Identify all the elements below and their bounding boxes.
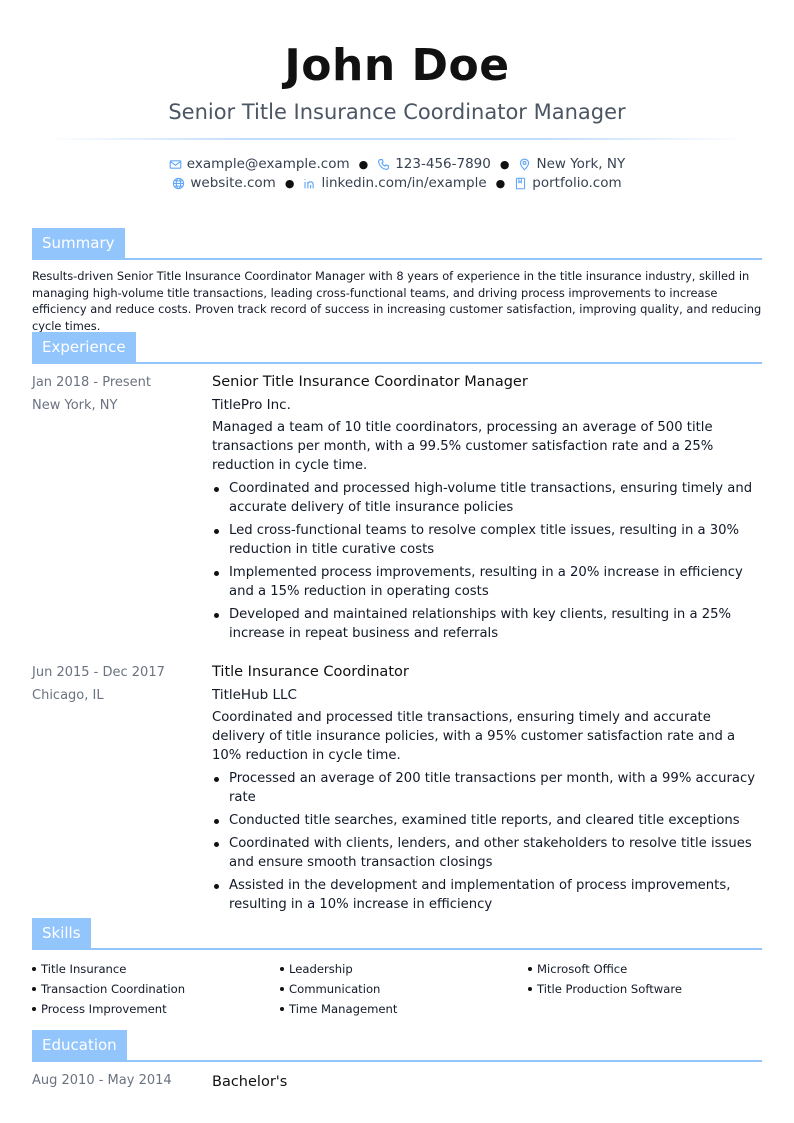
portfolio-text: portfolio.com xyxy=(532,175,622,191)
job-bullet: Led cross-functional teams to resolve complex title issues, resulting in a 30% reduction in title curative costs xyxy=(212,521,762,559)
summary-section xyxy=(32,228,762,334)
phone-text: 123-456-7890 xyxy=(395,156,491,172)
resume-header xyxy=(0,0,794,193)
job-details xyxy=(212,661,762,918)
skill-item: Microsoft Office xyxy=(528,959,762,979)
globe-icon xyxy=(172,177,185,190)
experience-heading: Experience xyxy=(32,332,136,362)
email-text: example@example.com xyxy=(186,156,350,172)
skills-heading: Skills xyxy=(32,918,91,948)
location-text: New York, NY xyxy=(536,156,626,172)
skill-item: Process Improvement xyxy=(32,999,280,1019)
candidate-title: Senior Title Insurance Coordinator Manager xyxy=(168,100,626,124)
header-divider xyxy=(47,138,747,140)
website-text: website.com xyxy=(190,175,276,191)
job-bullet: Assisted in the development and implementation of process improvements, resulting in a 10% increase in efficiency xyxy=(212,876,762,914)
skill-item: Title Production Software xyxy=(528,979,762,999)
separator-dot: ● xyxy=(495,177,506,190)
skills-list xyxy=(32,959,762,1019)
skill-item: Title Insurance xyxy=(32,959,280,979)
experience-section xyxy=(32,332,762,912)
summary-heading: Summary xyxy=(32,228,125,258)
education-heading: Education xyxy=(32,1030,127,1060)
candidate-name: John Doe xyxy=(284,40,510,91)
contact-phone[interactable] xyxy=(377,155,491,174)
education-section xyxy=(32,1030,762,1101)
separator-dot: ● xyxy=(358,158,369,171)
contact-website[interactable] xyxy=(172,174,275,193)
contact-email[interactable] xyxy=(169,155,350,174)
job-bullet: Implemented process improvements, resulting in a 20% increase in efficiency and a 15% reduction in operating costs xyxy=(212,563,762,601)
skill-item: Transaction Coordination xyxy=(32,979,280,999)
job-bullet: Conducted title searches, examined title reports, and cleared title exceptions xyxy=(212,811,762,830)
job-bullets xyxy=(212,769,762,914)
education-dates: Aug 2010 - May 2014 xyxy=(32,1073,172,1088)
skill-item: Leadership xyxy=(280,959,528,979)
job-meta xyxy=(32,661,202,707)
job-bullet: Coordinated with clients, lenders, and other stakeholders to resolve title issues and ensure smooth transaction closings xyxy=(212,834,762,872)
education-entry xyxy=(32,1071,762,1101)
skill-item: Communication xyxy=(280,979,528,999)
separator-dot: ● xyxy=(499,158,510,171)
contact-row-primary xyxy=(0,155,794,174)
portfolio-icon xyxy=(514,177,527,190)
job-bullets xyxy=(212,479,762,643)
job-description: Managed a team of 10 title coordinators, processing an average of 500 title transactions per month, with a 99.5% customer satisfaction rate and a 25% reduction in cycle time. xyxy=(212,420,714,473)
job-bullet: Coordinated and processed high-volume title transactions, ensuring timely and accurate delivery of title insurance policies xyxy=(212,479,762,517)
job-meta xyxy=(32,371,202,417)
job-title: Title Insurance Coordinator xyxy=(212,664,409,680)
job-bullet: Developed and maintained relationships with key clients, resulting in a 25% increase in repeat business and referrals xyxy=(212,605,762,643)
contact-row-secondary xyxy=(0,174,794,193)
job-dates: Jan 2018 - Present xyxy=(32,375,151,390)
experience-heading-bar xyxy=(32,332,762,364)
job-location: Chicago, IL xyxy=(32,688,104,703)
skill-item: Time Management xyxy=(280,999,528,1019)
job-dates: Jun 2015 - Dec 2017 xyxy=(32,665,165,680)
contact-portfolio[interactable] xyxy=(514,174,621,193)
job-company: TitleHub LLC xyxy=(212,687,297,703)
contact-linkedin[interactable] xyxy=(303,174,486,193)
separator-dot: ● xyxy=(284,177,295,190)
linkedin-text: linkedin.com/in/example xyxy=(321,175,487,191)
education-heading-bar xyxy=(32,1030,762,1062)
job-title: Senior Title Insurance Coordinator Manager xyxy=(212,374,528,390)
contact-location xyxy=(518,155,625,174)
summary-heading-bar xyxy=(32,228,762,260)
job-details xyxy=(212,371,762,647)
job-bullet: Processed an average of 200 title transactions per month, with a 99% accuracy rate xyxy=(212,769,762,807)
skills-section xyxy=(32,918,762,1019)
location-pin-icon xyxy=(518,158,531,171)
mail-icon xyxy=(169,158,182,171)
job-company: TitlePro Inc. xyxy=(212,397,291,413)
job-description: Coordinated and processed title transactions, ensuring timely and accurate delivery of title insurance policies, with a 95% customer satisfaction rate and a 10% reduction in cycle time. xyxy=(212,710,736,763)
summary-text: Results-driven Senior Title Insurance Coordinator Manager with 8 years of experience in the title insurance industry, skilled in managing high-volume title transactions, leading cross-functional teams, and driving process improvements to increase efficiency and reduce costs. Proven track record of success in increasing customer satisfaction, improving quality, and reducing cycle times. xyxy=(32,269,762,333)
education-degree: Bachelor's xyxy=(212,1074,288,1090)
skills-heading-bar xyxy=(32,918,762,950)
job-location: New York, NY xyxy=(32,398,118,413)
linkedin-icon xyxy=(303,177,316,190)
phone-icon xyxy=(377,158,390,171)
